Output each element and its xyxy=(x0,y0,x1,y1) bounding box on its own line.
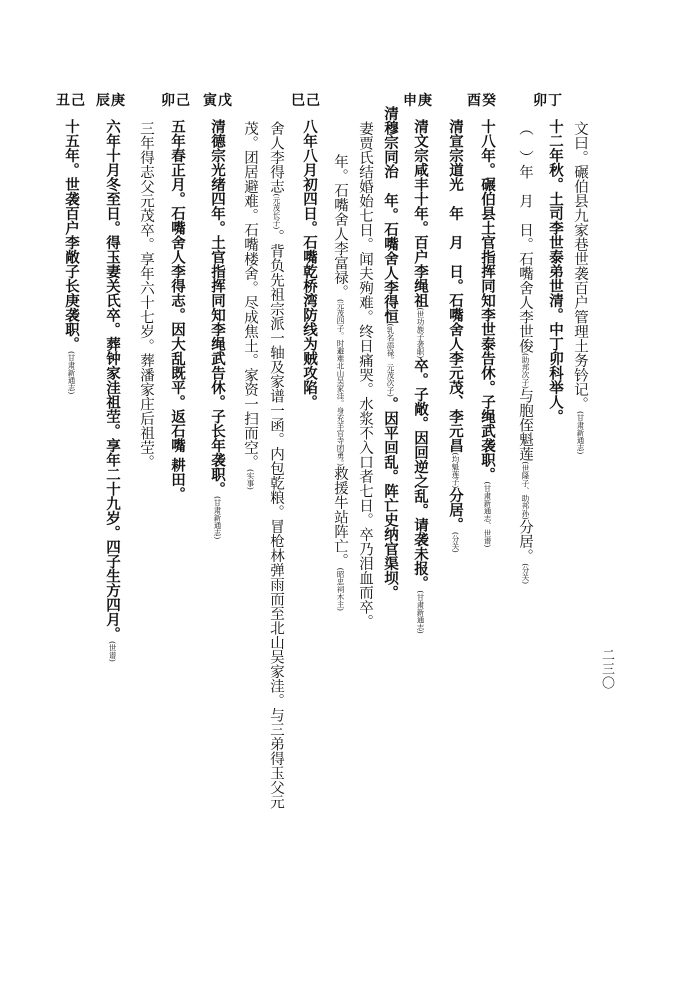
text-column-13: 清德宗光绪四年。土官指挥同知李绳武告休。子长年袭职。(甘肃新通志) xyxy=(209,119,226,540)
text-column-7: 清穆宗同治 年。石嘴舍人李得恒(乳名添禄。元茂次子)。因平回乱。阵亡史纳官渠坝。 xyxy=(382,106,399,600)
year-tag-gengchen: 辰庚 xyxy=(96,93,126,109)
text-column-16: 六年十月冬至日。得玉妻关氏卒。葬钟家洼祖茔。享年二十九岁。四子生方四月。(世谱) xyxy=(104,119,121,662)
text-column-17: 十五年。世袭百户李敞子长庚袭职。(甘肃新通志) xyxy=(63,119,80,395)
text-column-5: 清宣宗道光 年 月 日。石嘴舍人李元茂、李元昌(均魁莲子)分居。(分关) xyxy=(447,119,464,553)
text-column-11: 舍人李得志(元茂长子)。背负先祖宗派一轴及家谱一函。内包乾粮。冒枪林弹雨而至北山吴家洼。与三弟得玉父元 xyxy=(268,121,284,810)
page-number: 二三〇 xyxy=(599,648,614,690)
text-column-2: 十二年秋。土司李世泰弟世清。中丁卯科举人。 xyxy=(547,119,564,424)
year-tag-wuyin: 寅戊 xyxy=(203,93,233,109)
year-tag-dingmao: 卯丁 xyxy=(533,93,563,109)
text-column-10: 八年八月初四日。石嘴乾桥湾防线为贼攻陷。 xyxy=(301,119,318,409)
text-column-15: 三年得志父元茂卒。享年六十七岁。葬潘家庄后祖茔。 xyxy=(138,121,154,469)
text-column-4: 十八年。碾伯县土官指挥同知李世泰告休。子绳武袭职。(甘肃新通志、世谱) xyxy=(479,119,496,548)
text-column-14: 五年春正月。石嘴舍人李得志。因大乱既平。返石嘴 耕田。 xyxy=(169,119,186,502)
text-column-12: 茂。团居避难。石嘴楼舍。尽成焦土。家资一扫而空。(实事) xyxy=(242,121,258,490)
year-tag-jichou: 丑己 xyxy=(56,93,86,109)
text-column-1: 文曰。碾伯县九家巷世袭百户管理土务钤记。(甘肃新通志) xyxy=(572,121,588,455)
text-column-3: （ ）年 月 日。石嘴舍人李世俊(助邦次子)与胞侄魁莲(世隆子、助邦孙)分居。(分关) xyxy=(517,121,533,585)
text-column-8: 妻贾氏结婚始七日。闻夫殉难。终日痛哭。水浆不入口者七日。卒乃泪血而卒。 xyxy=(357,121,373,629)
year-tag-jimao: 卯己 xyxy=(161,93,191,109)
text-column-9: 年。石嘴舍人李富禄。(元茂四子。时避难北山吴家洼。身充羊官寺团勇。)救援牛站阵亡。(昭忠祠木主) xyxy=(332,154,348,611)
year-tag-gengshen: 申庚 xyxy=(403,93,433,109)
year-tag-guiyou: 酉癸 xyxy=(467,93,497,109)
year-tag-jisi: 巳己 xyxy=(291,93,321,109)
text-column-6: 清文宗咸丰十年。百户李绳祖(世功族子袭职)卒。子敞。因回逆之乱。请袭未报。(甘肃新通志) xyxy=(412,119,429,634)
